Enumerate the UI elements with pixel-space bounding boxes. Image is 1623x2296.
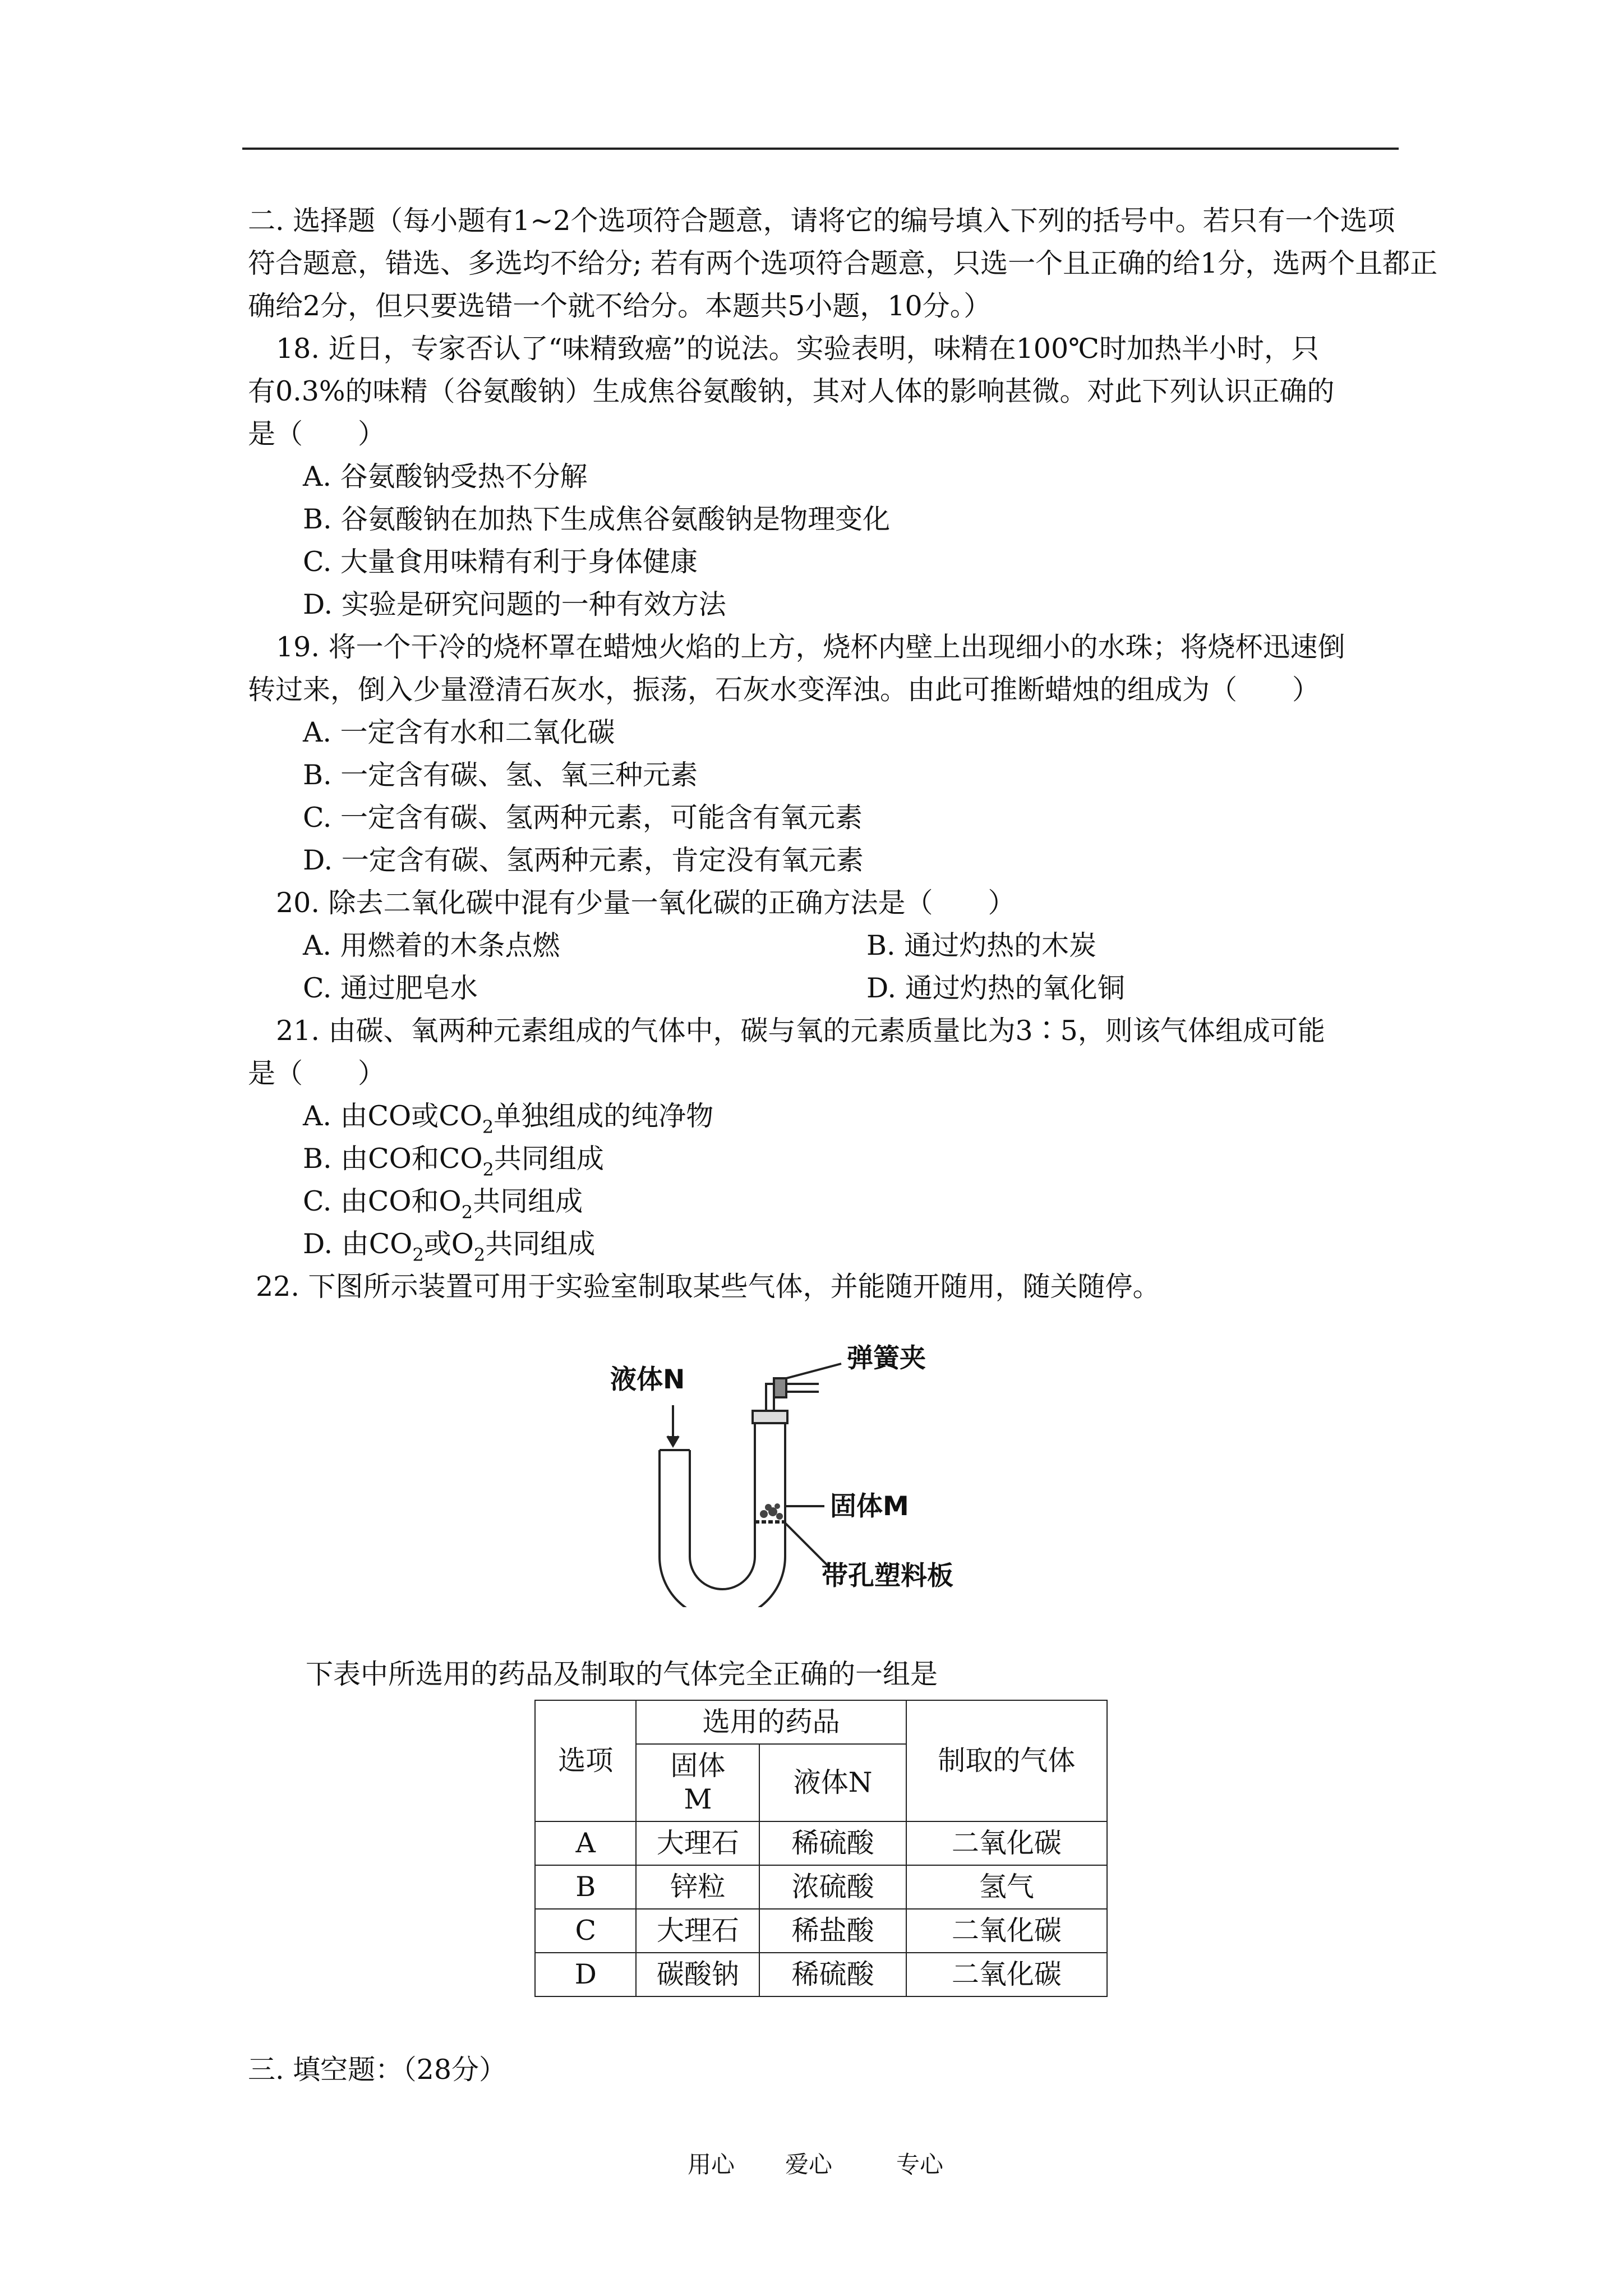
section2-heading-line-2: 符合题意，错选、多选均不给分; 若有两个选项符合题意，只选一个且正确的给1分，选两个且都正 <box>248 247 1438 279</box>
drug-table <box>534 1700 1108 1997</box>
header-solid-m <box>636 1744 759 1821</box>
q18-stem-line-1: 18. 近日，专家否认了“味精致癌”的说法。实验表明，味精在100℃时加热半小时，只 <box>276 333 1319 365</box>
q20-option-d: D. 通过灼热的氧化铜 <box>866 972 1125 1004</box>
spring-clamp <box>774 1378 786 1397</box>
q19-option-a: A. 一定含有水和二氧化碳 <box>303 716 615 748</box>
u-tube-apparatus-diagram <box>606 1343 998 1607</box>
q19-option-d: D. 一定含有碳、氢两种元素，肯定没有氧元素 <box>303 844 864 876</box>
q21-d-subscript-2: 2 <box>473 1244 486 1266</box>
table-row <box>535 1909 1107 1953</box>
q21-option-d <box>303 1227 595 1264</box>
table-row <box>535 1953 1107 1996</box>
cell-solid: 大理石 <box>636 1909 759 1953</box>
cell-liquid: 稀硫酸 <box>759 1953 906 1996</box>
cell-option: A <box>535 1821 636 1865</box>
q22-table-intro: 下表中所选用的药品及制取的气体完全正确的一组是 <box>306 1658 938 1690</box>
q20-stem: 20. 除去二氧化碳中混有少量一氧化碳的正确方法是（ ） <box>276 887 1016 919</box>
spring-clamp-label: 弹簧夹 <box>847 1343 926 1374</box>
header-drugs: 选用的药品 <box>636 1700 906 1744</box>
header-rule <box>242 148 1399 150</box>
header-option: 选项 <box>535 1700 636 1821</box>
q18-option-b: B. 谷氨酸钠在加热下生成焦谷氨酸钠是物理变化 <box>303 503 891 535</box>
cell-solid: 大理石 <box>636 1821 759 1865</box>
q21-a-text-2: 单独组成的纯净物 <box>494 1100 714 1132</box>
header-solid-line-2: M <box>684 1783 712 1815</box>
q21-b-subscript: 2 <box>482 1159 494 1180</box>
q22-stem: 22. 下图所示装置可用于实验室制取某些气体，并能随开随用，随关随停。 <box>256 1271 1160 1303</box>
q21-d-text-2: 或O <box>423 1228 474 1260</box>
q21-a-text-1: A. 由CO或CO <box>303 1100 482 1132</box>
table-row <box>535 1865 1107 1909</box>
header-solid-line-1: 固体 <box>670 1750 726 1782</box>
section2-heading-line-1: 二. 选择题（每小题有1~2个选项符合题意，请将它的编号填入下列的括号中。若只有一个选项 <box>248 205 1395 237</box>
q19-stem-line-2: 转过来，倒入少量澄清石灰水，振荡，石灰水变浑浊。由此可推断蜡烛的组成为（ ） <box>248 674 1320 706</box>
q21-c-subscript: 2 <box>461 1202 473 1223</box>
q18-option-a: A. 谷氨酸钠受热不分解 <box>303 461 588 493</box>
header-gas: 制取的气体 <box>906 1700 1107 1821</box>
solid-m-label: 固体M <box>830 1491 909 1522</box>
q21-d-subscript-1: 2 <box>412 1244 424 1266</box>
q21-a-subscript: 2 <box>482 1116 494 1138</box>
section3-heading: 三. 填空题：（28分） <box>248 2054 507 2086</box>
q21-option-b <box>303 1142 604 1179</box>
q21-stem-line-2: 是（ ） <box>248 1057 386 1089</box>
q18-stem-line-2: 有0.3%的味精（谷氨酸钠）生成焦谷氨酸钠，其对人体的影响甚微。对此下列认识正确的 <box>248 375 1335 407</box>
q18-option-c: C. 大量食用味精有利于身体健康 <box>303 546 698 578</box>
cell-gas: 二氧化碳 <box>906 1821 1107 1865</box>
q21-option-a <box>303 1099 713 1136</box>
q20-option-a: A. 用燃着的木条点燃 <box>303 930 560 961</box>
q18-option-d: D. 实验是研究问题的一种有效方法 <box>303 588 726 620</box>
q19-stem-line-1: 19. 将一个干冷的烧杯罩在蜡烛火焰的上方，烧杯内壁上出现细小的水珠；将烧杯迅速倒 <box>276 631 1345 663</box>
q21-c-text-1: C. 由CO和O <box>303 1185 462 1217</box>
rubber-stopper <box>753 1411 787 1423</box>
cell-gas: 二氧化碳 <box>906 1909 1107 1953</box>
perforated-plate-label: 带孔塑料板 <box>822 1561 953 1591</box>
section2-heading-line-3: 确给2分，但只要选错一个就不给分。本题共5小题，10分。） <box>248 290 992 322</box>
q21-b-text-2: 共同组成 <box>494 1143 604 1175</box>
q19-option-b: B. 一定含有碳、氢、氧三种元素 <box>303 759 698 791</box>
q20-option-c: C. 通过肥皂水 <box>303 972 478 1004</box>
q21-b-text-1: B. 由CO和CO <box>303 1143 483 1175</box>
q21-d-text-3: 共同组成 <box>485 1228 596 1260</box>
q21-c-text-2: 共同组成 <box>473 1185 583 1217</box>
cell-option: D <box>535 1953 636 1996</box>
q21-stem-line-1: 21. 由碳、氧两种元素组成的气体中，碳与氧的元素质量比为3∶5，则该气体组成可能 <box>276 1015 1325 1047</box>
q19-option-c: C. 一定含有碳、氢两种元素，可能含有氧元素 <box>303 802 863 834</box>
cell-option: B <box>535 1865 636 1909</box>
q21-d-text-1: D. 由CO <box>303 1228 413 1260</box>
q21-option-c <box>303 1185 583 1221</box>
q18-stem-line-3: 是（ ） <box>248 418 386 450</box>
clamp-pointer-line <box>786 1364 841 1378</box>
table-row <box>535 1821 1107 1865</box>
q20-option-b: B. 通过灼热的木炭 <box>866 930 1097 961</box>
cell-solid: 碳酸钠 <box>636 1953 759 1996</box>
u-tube-inner-wall <box>690 1422 755 1589</box>
cell-liquid: 稀硫酸 <box>759 1821 906 1865</box>
cell-solid: 锌粒 <box>636 1865 759 1909</box>
footer-text-1: 用心 <box>688 2151 735 2178</box>
cell-liquid: 浓硫酸 <box>759 1865 906 1909</box>
header-liquid-n: 液体N <box>759 1744 906 1821</box>
liquid-arrow-head <box>667 1436 679 1446</box>
cell-liquid: 稀盐酸 <box>759 1909 906 1953</box>
cell-gas: 氢气 <box>906 1865 1107 1909</box>
cell-gas: 二氧化碳 <box>906 1953 1107 1996</box>
footer-text-3: 专心 <box>896 2151 944 2178</box>
cell-option: C <box>535 1909 636 1953</box>
footer-text-2: 爱心 <box>785 2151 833 2178</box>
liquid-n-label: 液体N <box>610 1364 685 1395</box>
